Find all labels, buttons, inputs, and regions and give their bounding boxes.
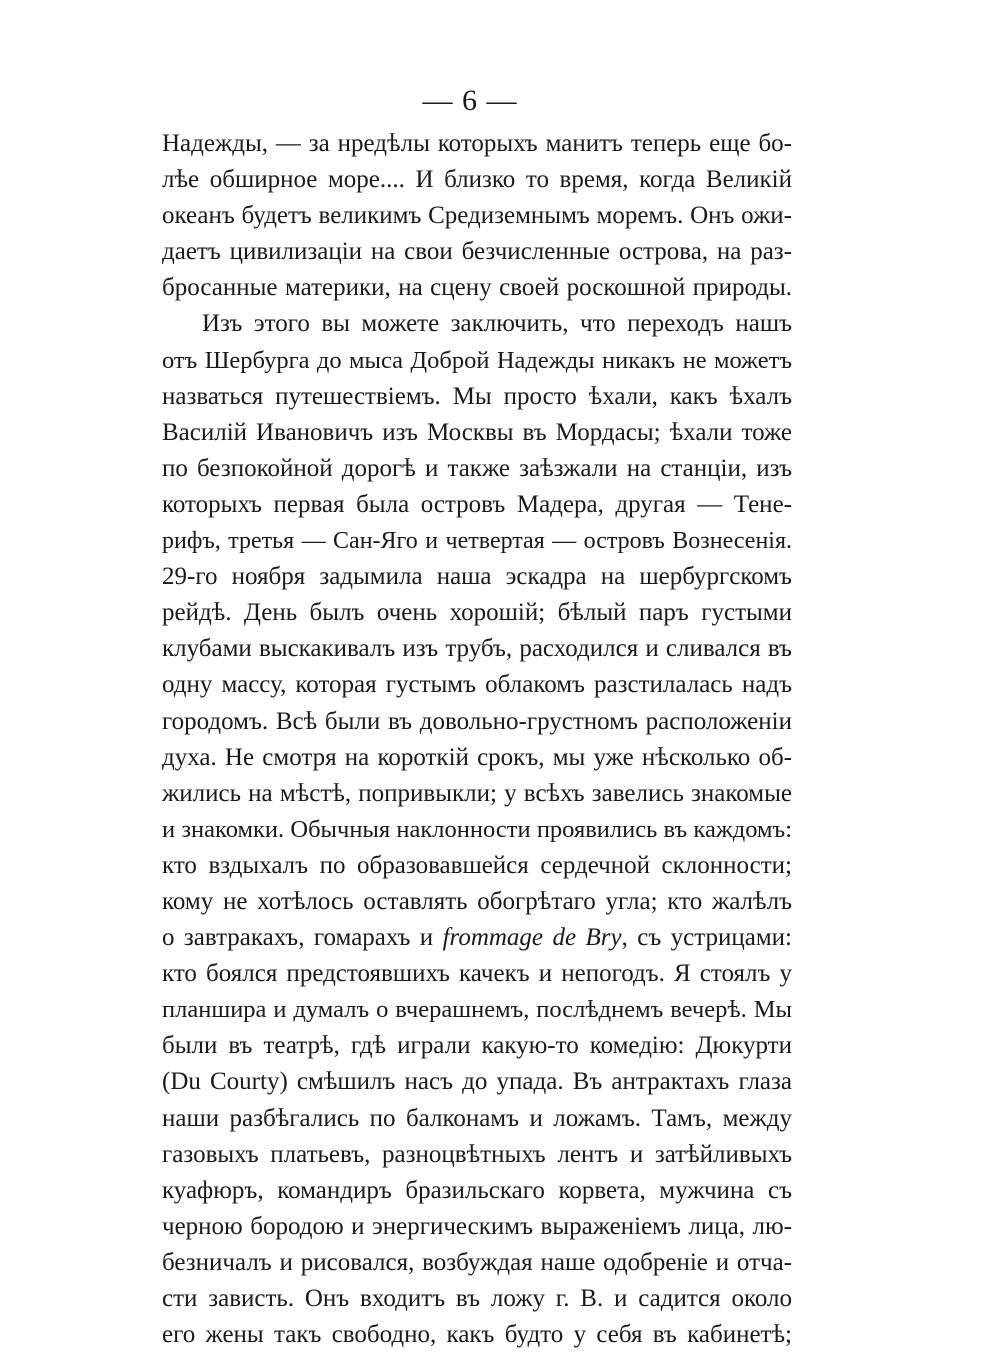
text-line: безничалъ и рисовался, возбуждая наше одобреніе и отча-: [162, 1248, 792, 1276]
text-line: клубами выскакивалъ изъ трубъ, расходился и сливался въ: [162, 635, 792, 663]
text-line: по безпокойной дорогѣ и также заѣзжали на станціи, изъ: [162, 454, 792, 482]
text-line: океанъ будетъ великимъ Средиземнымъ моремъ. Онъ ожи-: [162, 202, 792, 230]
italic-phrase: frommage de Bry: [442, 924, 622, 952]
text-line: кто вздыхалъ по образовавшейся сердечной склонности;: [162, 851, 792, 879]
text-line: сти зависть. Онъ входитъ въ ложу г. В. и садится около: [162, 1285, 792, 1312]
text-line: рейдѣ. День былъ очень хорошій; бѣлый паръ густыми: [162, 599, 792, 627]
text-line: (Du Courty) смѣшилъ насъ до упада. Въ антрактахъ глаза: [162, 1068, 792, 1096]
text-line: были въ театрѣ, гдѣ играли какую-то комедію: Дюкурти: [162, 1032, 792, 1060]
text-line: и знакомки. Обычныя наклонности проявились въ каждомъ:: [162, 815, 792, 843]
text-line: жились на мѣстѣ, попривыкли; у всѣхъ завелись знакомые: [162, 779, 792, 807]
text-line: газовыхъ платьевъ, разноцвѣтныхъ лентъ и затѣйливыхъ: [162, 1140, 792, 1168]
text-line: городомъ. Всѣ были въ довольно-грустномъ расположеніи: [162, 707, 792, 735]
body-text: [162, 126, 792, 1353]
text-line: бросанные материки, на сцену своей роскошной природы.: [162, 274, 792, 302]
text-line: рифъ, третья — Сан-Яго и четвертая — островъ Вознесенія.: [162, 528, 792, 555]
text-segment: , съ устрицами:: [621, 924, 792, 952]
text-segment: о завтракахъ, гомарахъ и: [162, 924, 443, 952]
text-line: наши разбѣгались по балконамъ и ложамъ. Тамъ, между: [162, 1104, 792, 1132]
text-line: Надежды, — за нредѣлы которыхъ манитъ теперь еще бо-: [162, 130, 792, 157]
text-line: отъ Шербурга до мыса Доброй Надежды никакъ не можетъ: [162, 346, 792, 374]
text-line-with-italic: [162, 920, 792, 956]
text-line: 29-го ноября задымила наша эскадра на шербургскомъ: [162, 563, 792, 591]
text-line: Василій Ивановичъ изъ Москвы въ Мордасы; ѣхали тоже: [162, 418, 792, 446]
paragraph-first-line: Изъ этого вы можете заключить, что переходъ нашъ: [202, 310, 792, 338]
text-line: назваться путешествіемъ. Мы просто ѣхали, какъ ѣхалъ: [162, 382, 792, 410]
text-line: одну массу, которая густымъ облакомъ разстилалась надъ: [162, 671, 792, 699]
text-line: черною бородою и энергическимъ выраженіемъ лица, лю-: [162, 1212, 792, 1240]
text-line: планшира и думалъ о вчерашнемъ, послѣднемъ вечерѣ. Мы: [162, 996, 792, 1024]
text-line: кому не хотѣлось оставлять обогрѣтаго угла; кто жалѣлъ: [162, 887, 792, 915]
text-line: кто боялся предстоявшихъ качекъ и непогодъ. Я стоялъ у: [162, 960, 792, 988]
page-number: — 6 —: [422, 84, 518, 117]
text-line: лѣе обширное море.... И близко то время, когда Великій: [162, 166, 792, 194]
text-line: его жены такъ свободно, какъ будто у себя въ кабинетѣ;: [162, 1321, 792, 1349]
text-line: духа. Не смотря на короткій срокъ, мы уже нѣсколько об-: [162, 743, 792, 771]
text-line: которыхъ первая была островъ Мадера, другая — Тене-: [162, 490, 792, 518]
text-line: куафюръ, командиръ бразильскаго корвета, мужчина съ: [162, 1176, 792, 1204]
text-line: даетъ цивилизаціи на свои безчисленные острова, на раз-: [162, 238, 792, 266]
